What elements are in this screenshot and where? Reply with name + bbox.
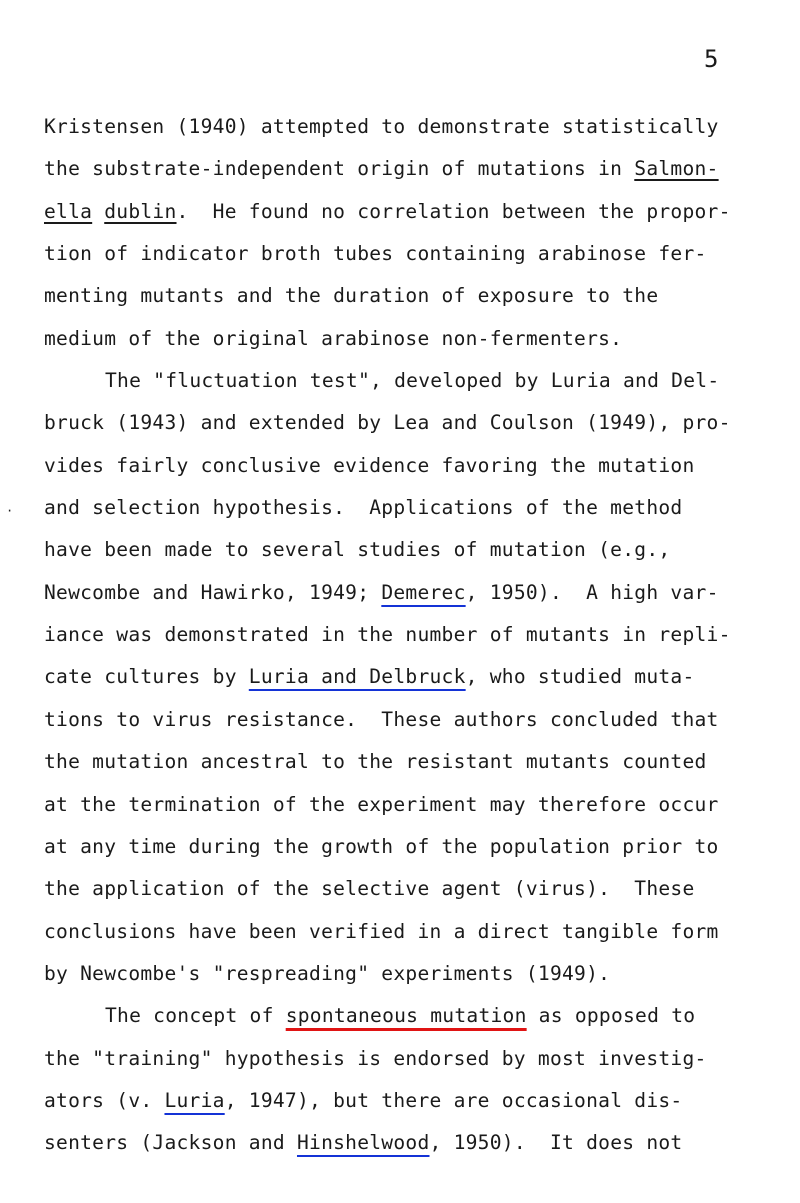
document-body xyxy=(44,106,764,1165)
blue-underline-citation: Luria xyxy=(164,1088,225,1112)
text-line: tions to virus resistance. These authors concluded that xyxy=(44,707,719,731)
text-line: ella dublin. He found no correlation between the propor- xyxy=(44,199,731,223)
text-line: Newcombe and Hawirko, 1949; Demerec, 1950). A high var- xyxy=(44,580,719,604)
text-line: the "training" hypothesis is endorsed by most investig- xyxy=(44,1046,707,1070)
text-line: senters (Jackson and Hinshelwood, 1950). It does not xyxy=(44,1131,683,1155)
text-line: ators (v. Luria, 1947), but there are occasional dis- xyxy=(44,1088,683,1112)
red-underline-phrase: spontaneous mutation xyxy=(285,1004,527,1028)
text-line: bruck (1943) and extended by Lea and Coulson (1949), pro- xyxy=(44,411,731,435)
text-line: iance was demonstrated in the number of mutants in repli- xyxy=(44,623,731,647)
text-line: cate cultures by Luria and Delbruck, who studied muta- xyxy=(44,665,695,689)
blue-underline-citation: Luria and Delbruck xyxy=(248,665,466,689)
taxon-underline: ella xyxy=(44,199,93,223)
text-line: by Newcombe's "respreading" experiments (1949). xyxy=(44,961,611,985)
text-line: the mutation ancestral to the resistant mutants counted xyxy=(44,750,707,774)
text-line: menting mutants and the duration of exposure to the xyxy=(44,284,659,308)
blue-underline-citation: Demerec xyxy=(381,580,466,604)
text-line: at any time during the growth of the population prior to xyxy=(44,834,719,858)
text-line: at the termination of the experiment may therefore occur xyxy=(44,792,719,816)
page-number: 5 xyxy=(704,45,719,73)
text-line: vides fairly conclusive evidence favoring the mutation xyxy=(44,453,695,477)
taxon-underline: dublin xyxy=(104,199,177,223)
text-line: tion of indicator broth tubes containing arabinose fer- xyxy=(44,242,707,266)
margin-mark: · xyxy=(6,504,14,518)
text-line: The concept of spontaneous mutation as opposed to xyxy=(105,1004,696,1028)
text-line: have been made to several studies of mutation (e.g., xyxy=(44,538,671,562)
taxon-underline: Salmon- xyxy=(634,157,719,181)
text-line: the application of the selective agent (virus). These xyxy=(44,877,695,901)
text-line: and selection hypothesis. Applications of the method xyxy=(44,496,683,520)
text-line: conclusions have been verified in a direct tangible form xyxy=(44,919,719,943)
text-line: The "fluctuation test", developed by Luria and Del- xyxy=(105,369,720,393)
text-line: Kristensen (1940) attempted to demonstrate statistically xyxy=(44,115,719,138)
blue-underline-citation: Hinshelwood xyxy=(296,1131,430,1155)
text-line: the substrate-independent origin of mutations in Salmon- xyxy=(44,157,719,181)
text-line: medium of the original arabinose non-fermenters. xyxy=(44,326,623,350)
